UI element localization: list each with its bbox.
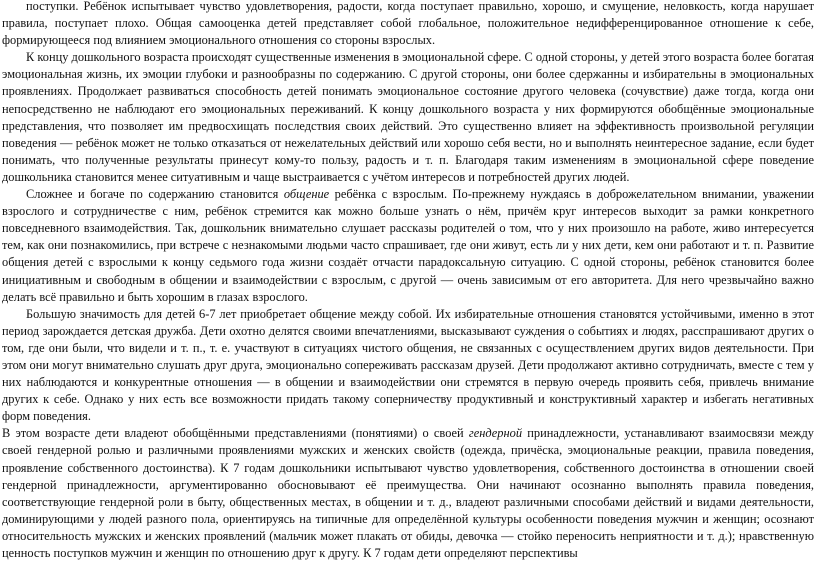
paragraph: [2, 49, 814, 186]
text-run: принадлежности, устанавливают взаимосвязи между своей гендерной ролью и различными проявлениями мужских и женских свойств (одежда, причёска, эмоциональные реакции, правила поведения, проявление собственного достоинства). К 7 годам дошкольники испытывают чувство удовлетворения, собственного достоинства в отношении своей гендерной принадлежности, аргументированно обосновывают её преимущества. Они начинают осознанно выполнять правила поведения, соответствующие гендерной роли в быту, общественных местах, в общении и т. д., владеют различными способами действий и видами деятельности, доминирующими у людей разного пола, ориентируясь на типичные для определённой культуры особенности поведения мужчин и женщин; осознают относительность мужских и женских проявлений (мальчик может плакать от обиды, девочка — стойко переносить неприятности и т. д.); нравственную ценность поступков мужчин и женщин по отношению друг к другу. К 7 годам дети определяют перспективы: [2, 426, 814, 560]
paragraph: [2, 425, 814, 562]
italic-term: общение: [283, 187, 330, 202]
text-run: Большую значимость для детей 6-7 лет приобретает общение между собой. Их избирательные отношения становятся устойчивыми, именно в этот период зарождается детская дружба. Дети охотно делятся своими впечатлениями, высказывают суждения о событиях и людях, расспрашивают других о том, где они были, что видели и т. п., т. е. участвуют в ситуациях чистого общения, не связанных с осуществлением других видов деятельности. При этом они могут внимательно слушать друг друга, эмоционально сопереживать рассказам друзей. Дети продолжают активно сотрудничать, вместе с тем у них наблюдаются и конкурентные отношения — в общении и взаимодействии они стремятся в первую очередь проявить себя, привлечь внимание других к себе. Однако у них есть все возможности придать такому соперничеству продуктивный и конструктивный характер и избегать негативных форм поведения.: [2, 306, 814, 424]
paragraph: [2, 186, 814, 306]
paragraph: [2, 0, 814, 49]
text-run: В этом возрасте дети владеют обобщёнными представлениями (понятиями) о своей: [2, 426, 469, 441]
italic-term: гендерной: [468, 426, 523, 441]
text-run: ребёнка с взрослым. По-прежнему нуждаясь в доброжелательном внимании, уважении взрослого и сотрудничестве с ним, ребёнок стремится как можно больше узнать о нём, причём круг интересов выходит за рамки конкретного повседневного взаимодействия. Так, дошкольник внимательно слушает рассказы родителей о том, что у них произошло на работе, живо интересуется тем, как они познакомились, при встрече с незнакомыми людьми часто спрашивает, где они живут, есть ли у них дети, кем они работают и т. п. Развитие общения детей с взрослыми к концу седьмого года жизни создаёт отчасти парадоксальную ситуацию. С одной стороны, ребёнок становится более инициативным и свободным в общении и взаимодействии с взрослым, с другой — очень зависимым от его авторитета. Для него чрезвычайно важно делать всё правильно и быть хорошим в глазах взрослого.: [2, 187, 814, 304]
text-run: Сложнее и богаче по содержанию становится: [26, 187, 284, 202]
text-run: поступки. Ребёнок испытывает чувство удовлетворения, радости, когда поступает правильно, хорошо, и смущение, неловкость, когда нарушает правила, поступает плохо. Общая самооценка детей представляет собой глобальное, положительное недифференцированное отношение к себе, формирующееся под влиянием эмоционального отношения со стороны взрослых.: [2, 0, 814, 48]
text-run: К концу дошкольного возраста происходят существенные изменения в эмоциональной сфере. С одной стороны, у детей этого возраста более богатая эмоциональная жизнь, их эмоции глубоки и разнообразны по содержанию. С другой стороны, они более сдержанны и избирательны в эмоциональных проявлениях. Продолжает развиваться способность детей понимать эмоциональное состояние другого человека (сочувствие) даже тогда, когда они непосредственно не наблюдают его эмоциональных переживаний. К концу дошкольного возраста у них формируются обобщённые эмоциональные представления, что позволяет им предвосхищать последствия своих действий. Это существенно влияет на эффективность произвольной регуляции поведения — ребёнок может не только отказаться от нежелательных действий или хорошо себя вести, но и выполнять неинтересное задание, если будет понимать, что полученные результаты принесут кому-то пользу, радость и т. п. Благодаря таким изменениям в эмоциональной сфере поведение дошкольника становится менее ситуативным и чаще выстраивается с учётом интересов и потребностей других людей.: [2, 50, 814, 184]
paragraph: [2, 306, 814, 426]
